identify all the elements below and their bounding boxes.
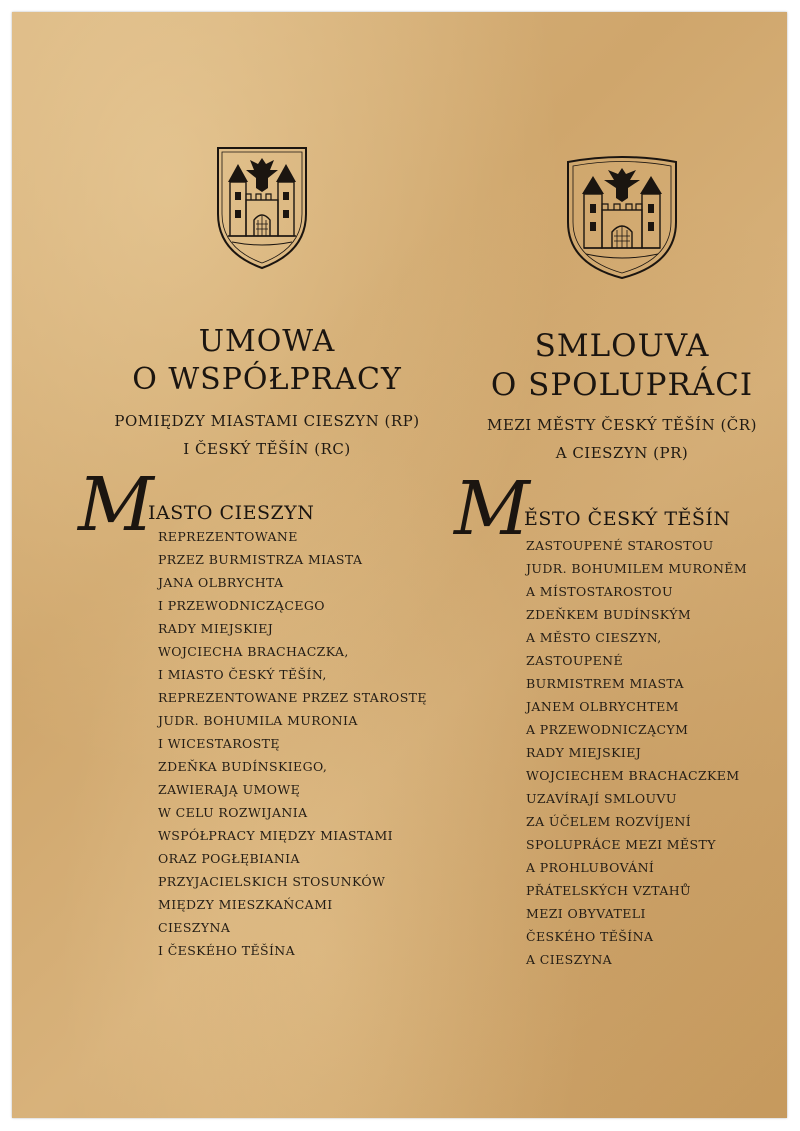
body-line: ZASTOUPENÉ xyxy=(526,653,623,668)
body-line: I ČESKÉHO TĚŠÍNA xyxy=(158,943,296,958)
body-line: WOJCIECHEM BRACHACZKEM xyxy=(526,768,740,783)
body-line: JANEM OLBRYCHTEM xyxy=(526,699,679,714)
body-line: PŘÁTELSKÝCH VZTAHŮ xyxy=(526,883,691,898)
body-line: JUDR. BOHUMILA MURONIA xyxy=(158,713,358,728)
body-line: ZASTOUPENÉ STAROSTOU xyxy=(526,538,714,553)
parchment-sheet xyxy=(12,12,787,1118)
body-line: SPOLUPRÁCE MEZI MĚSTY xyxy=(526,837,716,852)
body-line: ZAWIERAJĄ UMOWĘ xyxy=(158,782,301,797)
body-line: CIESZYNA xyxy=(158,920,231,935)
body-line: JANA OLBRYCHTA xyxy=(158,575,284,590)
body-line: A MÍSTOSTAROSTOU xyxy=(526,584,673,599)
body-line: ZDEŇKA BUDÍNSKIEGO, xyxy=(158,759,328,774)
body-line: JUDR. BOHUMILEM MURONĚM xyxy=(526,561,748,576)
body-line: ZDEŇKEM BUDÍNSKÝM xyxy=(526,607,692,622)
body-line: BURMISTREM MIASTA xyxy=(526,676,684,691)
body-line: ČESKÉHO TĚŠÍNA xyxy=(526,929,654,944)
body-line: REPREZENTOWANE PRZEZ STAROSTĘ xyxy=(158,690,427,705)
body-lines-right xyxy=(526,534,747,971)
lead-text-right: ĚSTO ČESKÝ TĚŠÍN xyxy=(524,508,731,530)
body-line: RADY MIEJSKIEJ xyxy=(526,745,642,760)
subtitle-left-line1: POMIĘDZY MIASTAMI CIESZYN (RP) xyxy=(114,412,420,430)
body-line: ORAZ POGŁĘBIANIA xyxy=(158,851,300,866)
body-line: I WICESTAROSTĘ xyxy=(158,736,280,751)
drop-cap-right: M xyxy=(454,466,530,552)
body-line: I MIASTO ČESKÝ TĚŠÍN, xyxy=(158,667,327,682)
body-line: WOJCIECHA BRACHACZKA, xyxy=(158,644,349,659)
title-left-line1: UMOWA xyxy=(198,324,336,359)
body-line: RADY MIEJSKIEJ xyxy=(158,621,274,636)
cieszyn-coat-of-arms-icon xyxy=(214,144,310,272)
body-line: UZAVÍRAJÍ SMLOUVU xyxy=(526,791,677,806)
title-left-line2: O WSPÓŁPRACY xyxy=(132,362,402,397)
body-lines-left xyxy=(158,525,427,962)
body-line: PRZYJACIELSKICH STOSUNKÓW xyxy=(158,874,386,889)
drop-cap-left: M xyxy=(78,462,154,548)
body-line: WSPÓŁPRACY MIĘDZY MIASTAMI xyxy=(158,828,394,843)
body-line: I PRZEWODNICZĄCEGO xyxy=(158,598,325,613)
body-line: W CELU ROZWIJANIA xyxy=(158,805,308,820)
body-line: REPREZENTOWANE xyxy=(158,529,298,544)
body-line: MEZI OBYVATELI xyxy=(526,906,646,921)
body-line: ZA ÚČELEM ROZVÍJENÍ xyxy=(526,814,692,829)
subtitle-right-line2: A CIESZYN (PR) xyxy=(555,444,689,462)
lead-text-left: IASTO CIESZYN xyxy=(148,502,315,524)
body-line: MIĘDZY MIESZKAŃCAMI xyxy=(158,897,333,912)
body-line: A MĚSTO CIESZYN, xyxy=(526,630,662,645)
body-line: PRZEZ BURMISTRZA MIASTA xyxy=(158,552,363,567)
title-right-line1: SMLOUVA xyxy=(534,328,710,364)
cesky-tesin-coat-of-arms-icon xyxy=(564,152,680,282)
body-line: A PROHLUBOVÁNÍ xyxy=(526,860,655,875)
subtitle-right-line1: MEZI MĚSTY ČESKÝ TĚŠÍN (ČR) xyxy=(487,416,757,434)
body-line: A CIESZYNA xyxy=(526,952,613,967)
title-right-line2: O SPOLUPRÁCI xyxy=(490,367,754,403)
body-line: A PRZEWODNICZĄCYM xyxy=(526,722,689,737)
subtitle-left-line2: I ČESKÝ TĚŠÍN (RC) xyxy=(183,440,351,458)
